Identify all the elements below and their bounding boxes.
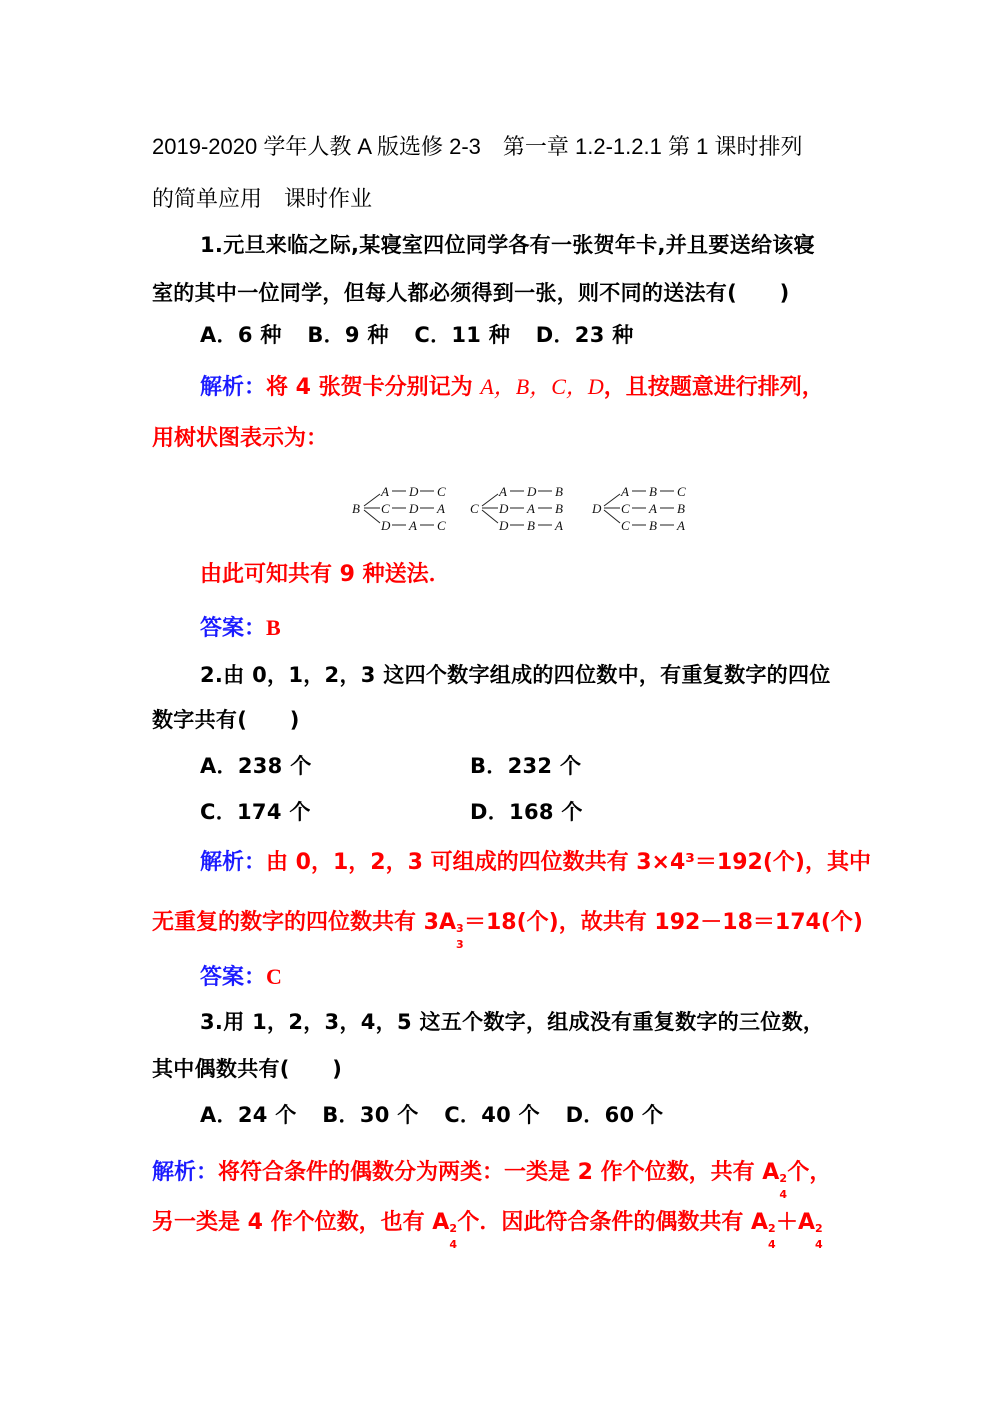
analysis-text: 个， [787, 1160, 832, 1185]
perm-subscript: 4 [815, 1238, 823, 1251]
question-3-options [200, 1100, 681, 1130]
tree-node: C [677, 484, 686, 499]
option-d: D．23 种 [535, 323, 634, 347]
tree-node: B [527, 518, 535, 533]
analysis-text: 个．因此符合条件的偶数共有 A [457, 1210, 768, 1235]
tree-diagram [352, 480, 697, 536]
answer-label: 答案： [200, 616, 267, 641]
tree-node: C [621, 518, 630, 533]
option-b: B．30 个 [322, 1103, 419, 1127]
answer-value: C [266, 964, 282, 989]
question-number: 2. [200, 663, 224, 687]
question-2-analysis-line-2 [152, 908, 863, 951]
question-text: 由 0，1，2，3 这四个数字组成的四位数中，有重复数字的四位 [223, 663, 831, 687]
analysis-text: ＋A [776, 1210, 816, 1235]
tree-node: A [499, 484, 507, 499]
option-c: C．174 个 [200, 800, 311, 824]
analysis-text: 由 0，1，2，3 可组成的四位数共有 3×4³＝192(个)，其中 [266, 850, 871, 875]
tree-node: A [409, 518, 417, 533]
tree-node: C [437, 518, 446, 533]
tree-node: C [381, 501, 390, 516]
tree-node: A [677, 518, 685, 533]
answer-value: B [266, 615, 281, 640]
analysis-text: 将符合条件的偶数分为两类：一类是 2 作个位数，共有 A [218, 1160, 780, 1185]
tree-node: D [409, 501, 419, 516]
question-2-answer [200, 962, 282, 993]
tree-node: B [555, 484, 563, 499]
tree-node: D [381, 518, 391, 533]
tree-node: A [381, 484, 389, 499]
tree-node: A [437, 501, 445, 516]
tree-node: D [499, 518, 509, 533]
option-d: D．60 个 [565, 1103, 664, 1127]
option-c: C．40 个 [444, 1103, 540, 1127]
tree-node: D [409, 484, 419, 499]
question-3-analysis-line-2 [152, 1208, 823, 1251]
answer-label: 答案： [200, 965, 267, 990]
tree-node: A [527, 501, 535, 516]
option-b: B．9 种 [307, 323, 389, 347]
analysis-label: 解析： [200, 375, 267, 400]
question-text: 用 1，2，3，4，5 这五个数字，组成没有重复数字的三位数， [223, 1010, 825, 1034]
option-a: A．6 种 [200, 323, 282, 347]
question-3-stem-line-1 [200, 1007, 824, 1037]
document-title-line-2: 的简单应用 课时作业 [152, 186, 373, 211]
question-2-stem-line-1 [200, 660, 831, 690]
tree-node: D [527, 484, 537, 499]
analysis-variables: A，B，C，D [480, 374, 604, 399]
option-d: D．168 个 [470, 800, 583, 824]
question-2-stem-line-2: 数字共有( ) [152, 708, 300, 732]
perm-superscript: 3 [456, 922, 464, 935]
tree-node: B [649, 518, 657, 533]
analysis-text: 无重复的数字的四位数共有 3A [152, 910, 456, 935]
tree-node: A [649, 501, 657, 516]
option-c: C．11 种 [414, 323, 511, 347]
analysis-text: 将 4 张贺卡分别记为 [266, 375, 481, 400]
perm-superscript: 2 [768, 1222, 776, 1235]
tree-node: B [555, 501, 563, 516]
question-2-analysis-line-1 [200, 848, 871, 878]
question-1-analysis-line-1 [200, 372, 824, 403]
perm-subscript: 3 [456, 938, 464, 951]
tree-node: C [621, 501, 630, 516]
tree-branch-lines [352, 480, 697, 536]
tree-node: C [437, 484, 446, 499]
tree-node: B [649, 484, 657, 499]
tree-root-2: C [470, 501, 479, 516]
tree-root-3: D [592, 501, 602, 516]
option-a: A．238 个 [200, 754, 312, 778]
question-number: 3. [200, 1010, 224, 1034]
perm-subscript: 4 [449, 1238, 457, 1251]
tree-node: A [621, 484, 629, 499]
analysis-text: ，且按题意进行排列， [603, 375, 824, 400]
tree-root-1: B [352, 501, 360, 516]
tree-node: A [555, 518, 563, 533]
question-1-stem-line-1 [200, 230, 815, 260]
option-a: A．24 个 [200, 1103, 297, 1127]
question-1-answer [200, 613, 281, 644]
question-1-analysis-line-2: 用树状图表示为： [152, 426, 329, 451]
tree-node: D [499, 501, 509, 516]
analysis-text: ＝18(个)，故共有 192－18＝174(个) [464, 910, 863, 935]
question-3-stem-line-2: 其中偶数共有( ) [152, 1057, 343, 1081]
perm-subscript: 4 [779, 1188, 787, 1201]
analysis-label: 解析： [200, 850, 267, 875]
question-number: 1. [200, 233, 224, 257]
option-b: B．232 个 [470, 754, 582, 778]
analysis-label: 解析： [152, 1160, 219, 1185]
question-1-stem-line-2: 室的其中一位同学，但每人都必须得到一张，则不同的送法有( ) [152, 281, 790, 305]
perm-superscript: 2 [449, 1222, 457, 1235]
document-title-line-1: 2019-2020 学年人教 A 版选修 2-3 第一章 1.2-1.2.1 第 1 课时排列 [152, 134, 803, 159]
perm-superscript: 2 [779, 1172, 787, 1185]
question-1-conclusion: 由此可知共有 9 种送法． [200, 562, 451, 587]
question-3-analysis-line-1 [152, 1158, 832, 1201]
question-1-options [200, 320, 652, 350]
perm-subscript: 4 [768, 1238, 776, 1251]
perm-superscript: 2 [815, 1222, 823, 1235]
tree-node: B [677, 501, 685, 516]
analysis-text: 另一类是 4 作个位数，也有 A [152, 1210, 450, 1235]
question-text: 元旦来临之际,某寝室四位同学各有一张贺年卡,并且要送给该寝 [223, 233, 815, 257]
